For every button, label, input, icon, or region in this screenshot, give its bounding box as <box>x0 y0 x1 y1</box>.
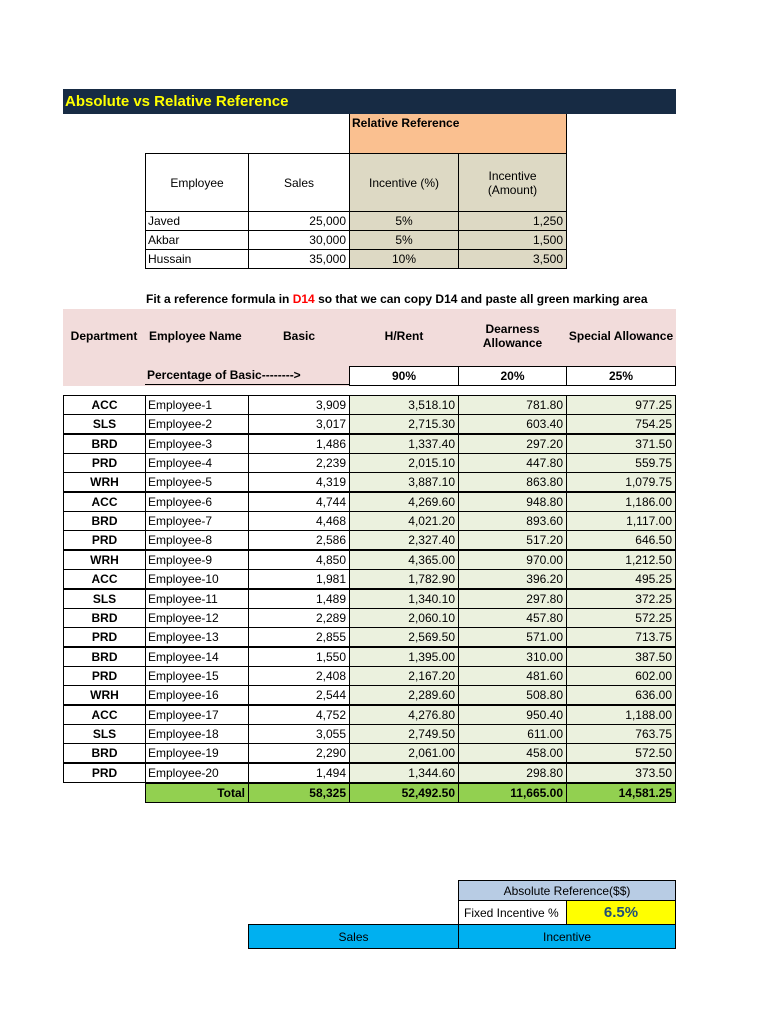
sheet-title: Absolute vs Relative Reference <box>65 93 289 110</box>
hrent-cell[interactable]: 4,021.20 <box>349 511 459 531</box>
department-cell[interactable]: SLS <box>63 724 146 744</box>
t1-incentive-amount-cell[interactable]: 1,250 <box>458 211 567 231</box>
basic-cell[interactable]: 1,981 <box>248 569 350 589</box>
employee-name-cell[interactable]: Employee-9 <box>145 550 249 570</box>
special-allowance-cell[interactable]: 1,188.00 <box>566 705 676 725</box>
total-hrent-cell[interactable]: 52,492.50 <box>349 783 459 803</box>
hrent-cell[interactable]: 4,276.80 <box>349 705 459 725</box>
incentive-blue-header <box>458 924 676 949</box>
dearness-cell[interactable]: 970.00 <box>458 550 567 570</box>
special-allowance-cell[interactable]: 713.75 <box>566 627 676 647</box>
special-allowance-cell[interactable]: 387.50 <box>566 647 676 667</box>
department-cell[interactable]: SLS <box>63 589 146 609</box>
hrent-cell[interactable]: 4,269.60 <box>349 492 459 512</box>
percentage-label-text: Percentage of Basic--------> <box>147 368 301 382</box>
special-header <box>566 315 676 357</box>
employee-name-header <box>145 315 249 357</box>
department-cell[interactable]: PRD <box>63 666 146 686</box>
special-allowance-cell[interactable]: 763.75 <box>566 724 676 744</box>
sales-blue-header <box>248 924 459 949</box>
t1-sales-cell[interactable]: 30,000 <box>248 230 350 250</box>
employee-name-cell[interactable]: Employee-20 <box>145 763 249 783</box>
employee-name-cell[interactable]: Employee-1 <box>145 395 249 415</box>
special-allowance-cell[interactable]: 636.00 <box>566 685 676 705</box>
basic-cell[interactable]: 2,855 <box>248 627 350 647</box>
special-allowance-cell[interactable]: 572.25 <box>566 608 676 628</box>
relative-reference-label: Relative Reference <box>352 116 460 130</box>
hrent-percent-text: 90% <box>391 369 417 383</box>
absolute-reference-header <box>458 880 676 901</box>
hrent-header <box>349 315 459 357</box>
basic-cell[interactable]: 3,055 <box>248 724 350 744</box>
special-header-text: Special Allowance <box>568 329 674 343</box>
employee-name-cell[interactable]: Employee-4 <box>145 453 249 473</box>
fixed-incentive-label <box>458 900 567 925</box>
instruction-prefix: Fit a reference formula in <box>146 292 293 306</box>
basic-cell[interactable]: 1,494 <box>248 763 350 783</box>
employee-name-cell[interactable]: Employee-3 <box>145 434 249 454</box>
dearness-cell[interactable]: 863.80 <box>458 472 567 492</box>
hrent-cell[interactable]: 1,344.60 <box>349 763 459 783</box>
department-cell[interactable]: PRD <box>63 763 146 783</box>
department-cell[interactable]: PRD <box>63 627 146 647</box>
employee-name-header-text: Employee Name <box>149 329 242 343</box>
basic-cell[interactable]: 4,468 <box>248 511 350 531</box>
hrent-cell[interactable]: 1,337.40 <box>349 434 459 454</box>
special-allowance-cell[interactable]: 602.00 <box>566 666 676 686</box>
department-cell[interactable]: PRD <box>63 530 146 550</box>
employee-name-cell[interactable]: Employee-18 <box>145 724 249 744</box>
dearness-cell[interactable]: 603.40 <box>458 414 567 434</box>
dearness-cell[interactable]: 458.00 <box>458 743 567 763</box>
employee-header-text: Employee <box>170 175 224 190</box>
department-cell[interactable]: BRD <box>63 434 146 454</box>
dearness-cell[interactable]: 396.20 <box>458 569 567 589</box>
total-basic-cell[interactable]: 58,325 <box>248 783 350 803</box>
hrent-cell[interactable]: 3,887.10 <box>349 472 459 492</box>
dearness-cell[interactable]: 611.00 <box>458 724 567 744</box>
special-allowance-cell[interactable]: 372.25 <box>566 589 676 609</box>
department-cell[interactable]: WRH <box>63 685 146 705</box>
employee-name-cell[interactable]: Employee-10 <box>145 569 249 589</box>
special-percent-text: 25% <box>608 369 634 383</box>
employee-name-cell[interactable]: Employee-19 <box>145 743 249 763</box>
employee-name-cell[interactable]: Employee-11 <box>145 589 249 609</box>
hrent-header-text: H/Rent <box>384 329 424 343</box>
department-header-text: Department <box>70 329 138 343</box>
special-percent <box>566 366 676 386</box>
total-dearness-cell[interactable]: 11,665.00 <box>458 783 567 803</box>
t1-employee-cell[interactable]: Hussain <box>145 249 249 269</box>
employee-name-cell[interactable]: Employee-14 <box>145 647 249 667</box>
dearness-cell[interactable]: 298.80 <box>458 763 567 783</box>
hrent-cell[interactable]: 2,289.60 <box>349 685 459 705</box>
fixed-incentive-value-text: 6.5% <box>603 904 639 921</box>
hrent-percent <box>349 366 459 386</box>
department-cell[interactable]: BRD <box>63 647 146 667</box>
hrent-cell[interactable]: 2,569.50 <box>349 627 459 647</box>
dearness-header <box>458 315 567 357</box>
employee-name-cell[interactable]: Employee-6 <box>145 492 249 512</box>
special-allowance-cell[interactable]: 1,186.00 <box>566 492 676 512</box>
special-allowance-cell[interactable]: 559.75 <box>566 453 676 473</box>
t1-incentive-amount-cell[interactable]: 3,500 <box>458 249 567 269</box>
department-cell[interactable]: ACC <box>63 395 146 415</box>
employee-name-cell[interactable]: Employee-8 <box>145 530 249 550</box>
incentive-amount-header-text: Incentive (Amount) <box>487 168 538 197</box>
dearness-cell[interactable]: 948.80 <box>458 492 567 512</box>
hrent-cell[interactable]: 2,327.40 <box>349 530 459 550</box>
special-allowance-cell[interactable]: 1,079.75 <box>566 472 676 492</box>
special-allowance-cell[interactable]: 371.50 <box>566 434 676 454</box>
department-cell[interactable]: WRH <box>63 550 146 570</box>
sales-column-header <box>248 153 350 212</box>
t1-sales-cell[interactable]: 35,000 <box>248 249 350 269</box>
hrent-cell[interactable]: 1,395.00 <box>349 647 459 667</box>
special-allowance-cell[interactable]: 572.50 <box>566 743 676 763</box>
dearness-cell[interactable]: 571.00 <box>458 627 567 647</box>
t1-employee-cell[interactable]: Javed <box>145 211 249 231</box>
basic-cell[interactable]: 2,290 <box>248 743 350 763</box>
incentive-blue-header-text: Incentive <box>542 929 592 944</box>
department-header <box>63 315 145 357</box>
department-cell[interactable]: WRH <box>63 472 146 492</box>
special-allowance-cell[interactable]: 495.25 <box>566 569 676 589</box>
basic-cell[interactable]: 3,017 <box>248 414 350 434</box>
department-cell[interactable]: BRD <box>63 608 146 628</box>
basic-cell[interactable]: 2,408 <box>248 666 350 686</box>
basic-cell[interactable]: 2,586 <box>248 530 350 550</box>
relative-reference-header <box>349 114 567 153</box>
dearness-cell[interactable]: 893.60 <box>458 511 567 531</box>
dearness-cell[interactable]: 297.80 <box>458 589 567 609</box>
basic-cell[interactable]: 4,744 <box>248 492 350 512</box>
t1-incentive-pct-cell[interactable]: 5% <box>349 211 459 231</box>
basic-cell[interactable]: 2,239 <box>248 453 350 473</box>
fixed-incentive-label-text: Fixed Incentive % <box>464 905 559 920</box>
incentive-pct-column-header <box>349 153 459 212</box>
t1-incentive-pct-cell[interactable]: 10% <box>349 249 459 269</box>
sheet-title-bar <box>63 89 676 114</box>
hrent-cell[interactable]: 2,015.10 <box>349 453 459 473</box>
department-cell[interactable]: ACC <box>63 569 146 589</box>
special-allowance-cell[interactable]: 1,212.50 <box>566 550 676 570</box>
department-cell[interactable]: BRD <box>63 743 146 763</box>
dearness-cell[interactable]: 781.80 <box>458 395 567 415</box>
dearness-cell[interactable]: 481.60 <box>458 666 567 686</box>
basic-cell[interactable]: 4,752 <box>248 705 350 725</box>
t1-sales-cell[interactable]: 25,000 <box>248 211 350 231</box>
fixed-incentive-value[interactable] <box>566 900 676 925</box>
total-special-cell[interactable]: 14,581.25 <box>566 783 676 803</box>
basic-cell[interactable]: 1,486 <box>248 434 350 454</box>
sales-header-text: Sales <box>283 175 315 190</box>
basic-cell[interactable]: 1,489 <box>248 589 350 609</box>
employee-name-cell[interactable]: Employee-13 <box>145 627 249 647</box>
dearness-cell[interactable]: 310.00 <box>458 647 567 667</box>
basic-cell[interactable]: 2,544 <box>248 685 350 705</box>
basic-cell[interactable]: 4,319 <box>248 472 350 492</box>
dearness-cell[interactable]: 447.80 <box>458 453 567 473</box>
dearness-cell[interactable]: 517.20 <box>458 530 567 550</box>
basic-cell[interactable]: 4,850 <box>248 550 350 570</box>
hrent-cell[interactable]: 2,060.10 <box>349 608 459 628</box>
hrent-cell[interactable]: 2,749.50 <box>349 724 459 744</box>
hrent-cell[interactable]: 2,061.00 <box>349 743 459 763</box>
basic-cell[interactable]: 2,289 <box>248 608 350 628</box>
employee-name-cell[interactable]: Employee-12 <box>145 608 249 628</box>
employee-name-cell[interactable]: Employee-7 <box>145 511 249 531</box>
dearness-cell[interactable]: 508.80 <box>458 685 567 705</box>
hrent-cell[interactable]: 1,340.10 <box>349 589 459 609</box>
special-allowance-cell[interactable]: 1,117.00 <box>566 511 676 531</box>
dearness-cell[interactable]: 297.20 <box>458 434 567 454</box>
special-allowance-cell[interactable]: 977.25 <box>566 395 676 415</box>
department-cell[interactable]: ACC <box>63 705 146 725</box>
absolute-reference-header-text: Absolute Reference($$) <box>503 883 631 898</box>
dearness-percent-text: 20% <box>500 369 525 383</box>
hrent-cell[interactable]: 4,365.00 <box>349 550 459 570</box>
sales-blue-header-text: Sales <box>338 929 369 944</box>
employee-name-cell[interactable]: Employee-5 <box>145 472 249 492</box>
employee-name-cell[interactable]: Employee-16 <box>145 685 249 705</box>
instruction-suffix: so that we can copy D14 and paste all green marking area <box>314 292 648 306</box>
hrent-cell[interactable]: 2,715.30 <box>349 414 459 434</box>
incentive-amount-column-header <box>458 153 567 212</box>
department-cell[interactable]: PRD <box>63 453 146 473</box>
employee-name-cell[interactable]: Employee-15 <box>145 666 249 686</box>
employee-name-cell[interactable]: Employee-17 <box>145 705 249 725</box>
basic-cell[interactable]: 1,550 <box>248 647 350 667</box>
department-cell[interactable]: ACC <box>63 492 146 512</box>
incentive-pct-header-text: Incentive (%) <box>368 175 440 190</box>
hrent-cell[interactable]: 2,167.20 <box>349 666 459 686</box>
dearness-percent <box>458 366 567 386</box>
instruction-text <box>144 289 704 309</box>
dearness-cell[interactable]: 950.40 <box>458 705 567 725</box>
total-label-cell[interactable]: Total <box>145 783 249 803</box>
basic-header <box>248 315 350 357</box>
special-allowance-cell[interactable]: 373.50 <box>566 763 676 783</box>
t1-incentive-amount-cell[interactable]: 1,500 <box>458 230 567 250</box>
special-allowance-cell[interactable]: 754.25 <box>566 414 676 434</box>
department-cell[interactable]: SLS <box>63 414 146 434</box>
employee-name-cell[interactable]: Employee-2 <box>145 414 249 434</box>
t1-employee-cell[interactable]: Akbar <box>145 230 249 250</box>
department-cell[interactable]: BRD <box>63 511 146 531</box>
basic-header-text: Basic <box>282 329 316 343</box>
employee-column-header <box>145 153 249 212</box>
percentage-of-basic-label <box>145 366 350 385</box>
t1-incentive-pct-cell[interactable]: 5% <box>349 230 459 250</box>
special-allowance-cell[interactable]: 646.50 <box>566 530 676 550</box>
hrent-cell[interactable]: 3,518.10 <box>349 395 459 415</box>
dearness-cell[interactable]: 457.80 <box>458 608 567 628</box>
hrent-cell[interactable]: 1,782.90 <box>349 569 459 589</box>
basic-cell[interactable]: 3,909 <box>248 395 350 415</box>
instruction-cell-ref: D14 <box>292 292 315 306</box>
dearness-header-text: Dearness Allowance <box>482 322 543 350</box>
